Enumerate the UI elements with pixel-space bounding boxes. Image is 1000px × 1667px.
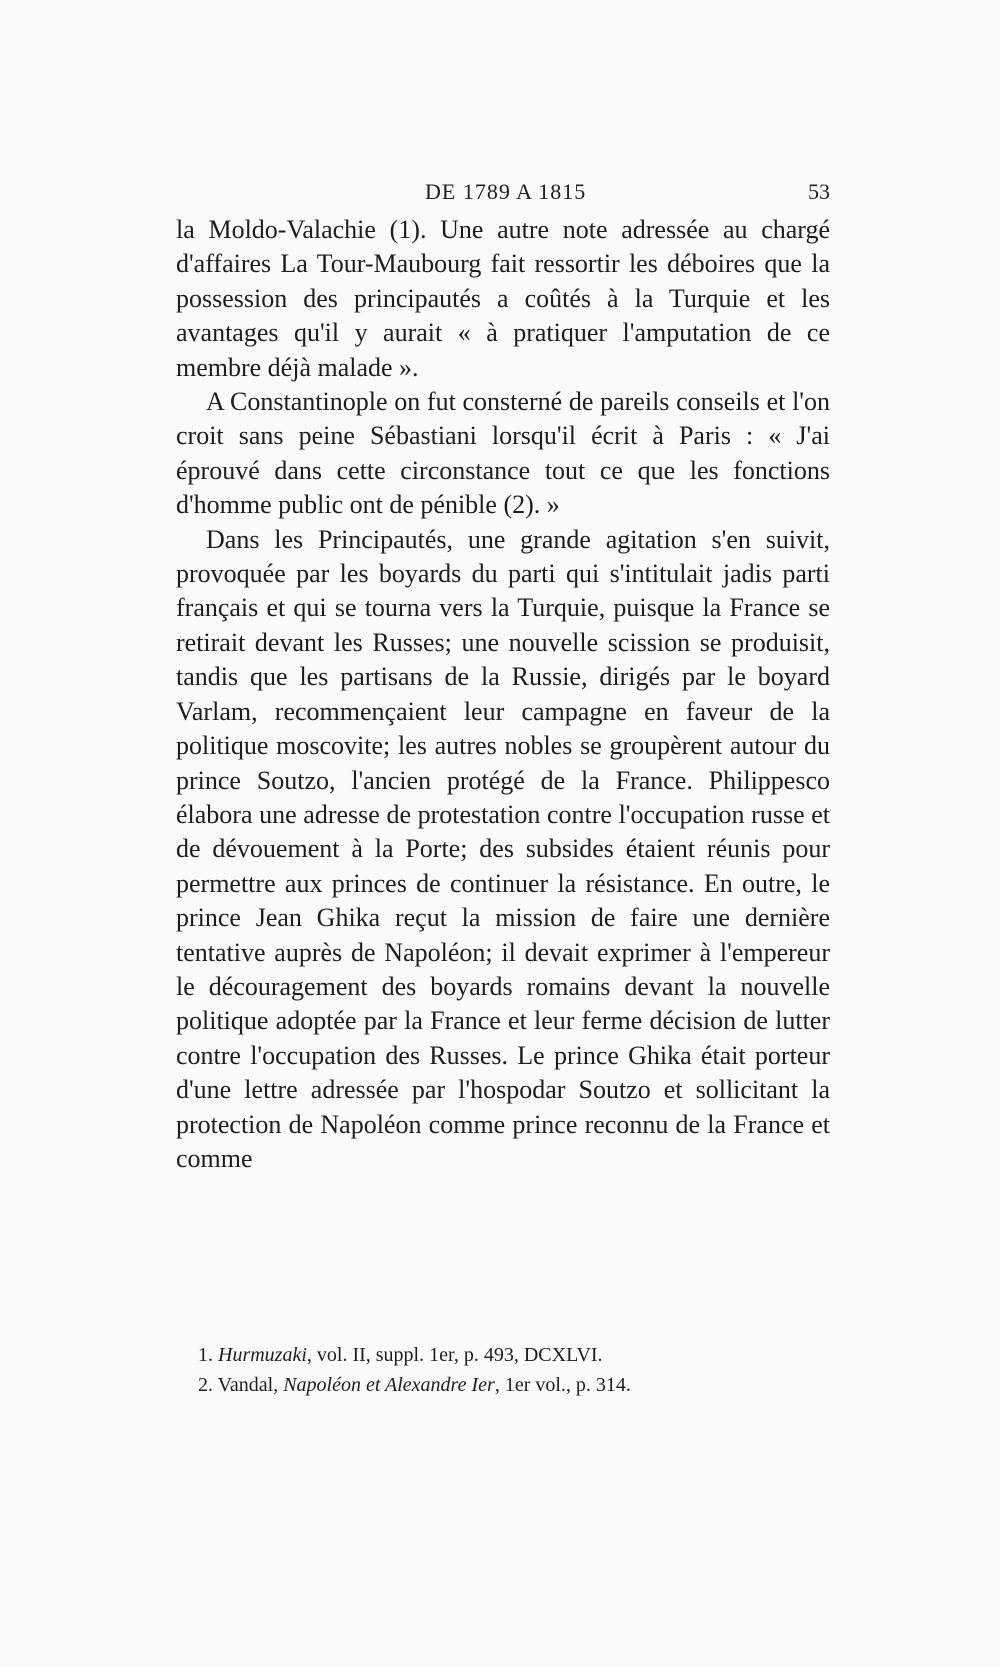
footnote-1 [198, 1340, 828, 1370]
footnote-title: Napoléon et Alexandre Ier [283, 1374, 495, 1396]
footnotes [198, 1340, 828, 1400]
footnote-rest: , 1er vol., p. 314. [494, 1374, 631, 1396]
footnote-author: Vandal, [217, 1374, 279, 1396]
paragraph-2: A Constantinople on fut consterné de pareils conseils et l'on croit sans peine Sébastiani lorsqu'il écrit à Paris : « J'ai éprouvé dans cette circonstance tout ce que les fonctions d'homme public ont de pénible (2). » [176, 387, 830, 520]
footnote-2 [198, 1370, 828, 1400]
body-text [176, 213, 830, 1176]
footnote-author: Hurmuzaki [218, 1344, 307, 1366]
footnote-rest: , vol. II, suppl. 1er, p. 493, DCXLVI. [306, 1344, 603, 1366]
page-number: 53 [808, 179, 830, 204]
running-title: DE 1789 A 1815 [425, 179, 587, 204]
footnote-number: 2. [198, 1374, 213, 1396]
footnote-number: 1. [198, 1344, 213, 1366]
paragraph-3: Dans les Principautés, une grande agitation s'en suivit, provoquée par les boyards du parti qui s'intitulait jadis parti français et qui se tourna vers la Turquie, puisque la France se retirait devant les Russes; une nouvelle scission se produisit, tandis que les partisans de la Russie, dirigés par le boyard Varlam, recommençaient leur campagne en faveur de la politique moscovite; les autres nobles se groupèrent autour du prince Soutzo, l'ancien protégé de la France. Philippesco élabora une adresse de protestation contre l'occupation russe et de dévouement à la Porte; des subsides étaient réunis pour permettre aux princes de continuer la résistance. En outre, le prince Jean Ghika reçut la mission de faire une dernière tentative auprès de Napoléon; il devait exprimer à l'empereur le découragement des boyards romains devant la nouvelle politique adoptée par la France et leur ferme décision de lutter contre l'occupation des Russes. Le prince Ghika était porteur d'une lettre adressée par l'hospodar Soutzo et sollicitant la protection de Napoléon comme prince reconnu de la France et comme [176, 524, 830, 1173]
paragraph-1: la Moldo-Valachie (1). Une autre note adressée au chargé d'affaires La Tour-Maubourg fait ressortir les déboires que la possession des principautés a coûtés à la Turquie et les avantages qu'il y aurait « à pratiquer l'amputation de ce membre déjà malade ». [176, 215, 830, 382]
